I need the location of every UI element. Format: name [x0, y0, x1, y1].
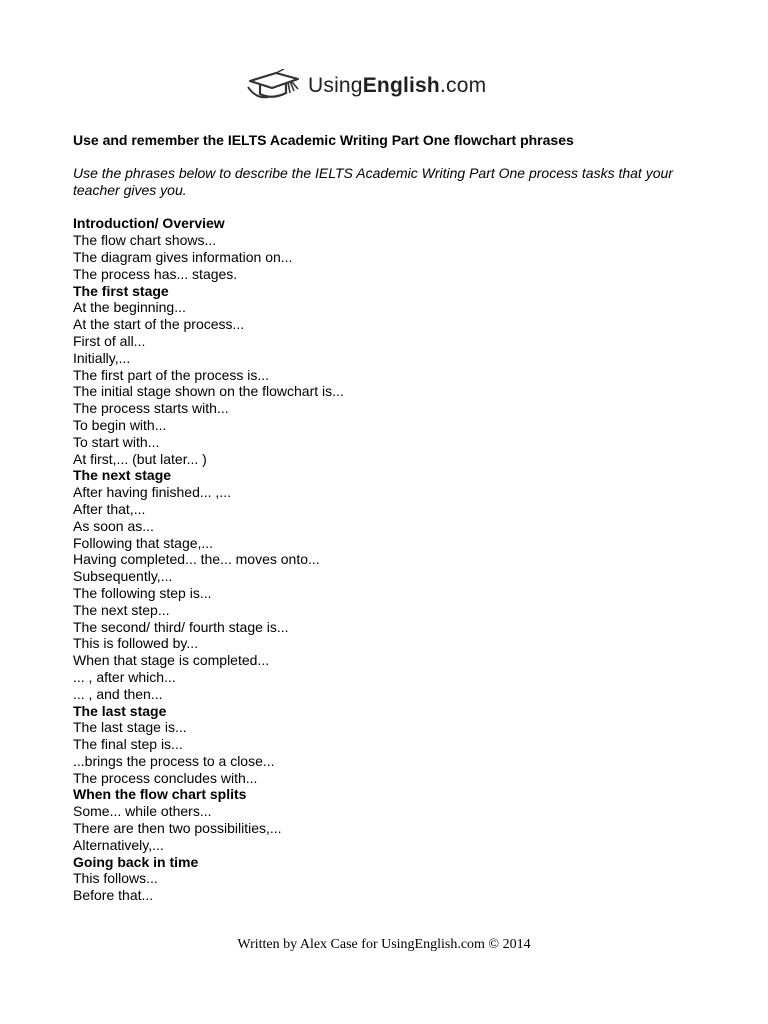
phrase-item: The final step is... — [73, 736, 183, 753]
phrase-item: ...brings the process to a close... — [73, 752, 275, 769]
section-heading: The first stage — [73, 282, 169, 299]
section-heading: Going back in time — [73, 853, 199, 870]
phrase-item: The process concludes with... — [73, 769, 258, 786]
footer-credit: Written by Alex Case for UsingEnglish.com © 2014 — [237, 937, 531, 952]
phrase-item: After that,... — [73, 500, 146, 517]
phrase-item: This follows... — [73, 870, 158, 887]
phrase-item: ... , and then... — [73, 685, 163, 702]
phrase-item: Before that... — [73, 887, 154, 904]
phrase-item: At the start of the process... — [73, 316, 245, 333]
phrase-item: Initially,... — [73, 349, 131, 366]
usingenglish-logo — [246, 66, 486, 106]
phrase-item: Subsequently,... — [73, 568, 173, 585]
graduation-cap-icon — [246, 69, 302, 103]
section-heading: The last stage — [73, 702, 167, 719]
section-heading: When the flow chart splits — [73, 786, 247, 803]
section-heading: The next stage — [73, 467, 172, 484]
phrase-item: To begin with... — [73, 416, 167, 433]
phrase-item: Some... while others... — [73, 803, 212, 820]
phrase-item: The initial stage shown on the flowchart is... — [73, 383, 344, 400]
phrase-item: At the beginning... — [73, 299, 186, 316]
phrase-item: First of all... — [73, 332, 146, 349]
phrase-item: The following step is... — [73, 584, 212, 601]
section-heading: Introduction/ Overview — [73, 215, 225, 232]
intro-paragraph: Use the phrases below to describe the IELTS Academic Writing Part One process tasks that your teacher gives you. — [73, 164, 673, 198]
phrase-item: The diagram gives information on... — [73, 248, 293, 265]
phrase-item: As soon as... — [73, 517, 154, 534]
phrase-item: The flow chart shows... — [73, 232, 217, 249]
phrase-item: Alternatively,... — [73, 836, 164, 853]
page-title: Use and remember the IELTS Academic Writing Part One flowchart phrases — [73, 132, 574, 148]
logo-wordmark: UsingEnglish.com — [308, 74, 487, 97]
phrase-item: Following that stage,... — [73, 534, 214, 551]
phrase-item: There are then two possibilities,... — [73, 820, 282, 837]
document-body — [73, 132, 713, 904]
phrase-item: To start with... — [73, 433, 160, 450]
phrase-item: At first,... (but later... ) — [73, 450, 207, 467]
phrase-item: After having finished... ,... — [73, 484, 231, 501]
phrase-item: When that stage is completed... — [73, 652, 270, 669]
phrase-item: The next step... — [73, 601, 170, 618]
phrase-item: The process starts with... — [73, 400, 229, 417]
phrase-item: The second/ third/ fourth stage is... — [73, 618, 289, 635]
phrase-item: This is followed by... — [73, 635, 199, 652]
phrase-item: ... , after which... — [73, 668, 176, 685]
phrase-item: The last stage is... — [73, 719, 187, 736]
phrase-sections — [73, 215, 713, 904]
phrase-item: The first part of the process is... — [73, 366, 270, 383]
phrase-item: The process has... stages. — [73, 265, 238, 282]
phrase-item: Having completed... the... moves onto... — [73, 551, 320, 568]
